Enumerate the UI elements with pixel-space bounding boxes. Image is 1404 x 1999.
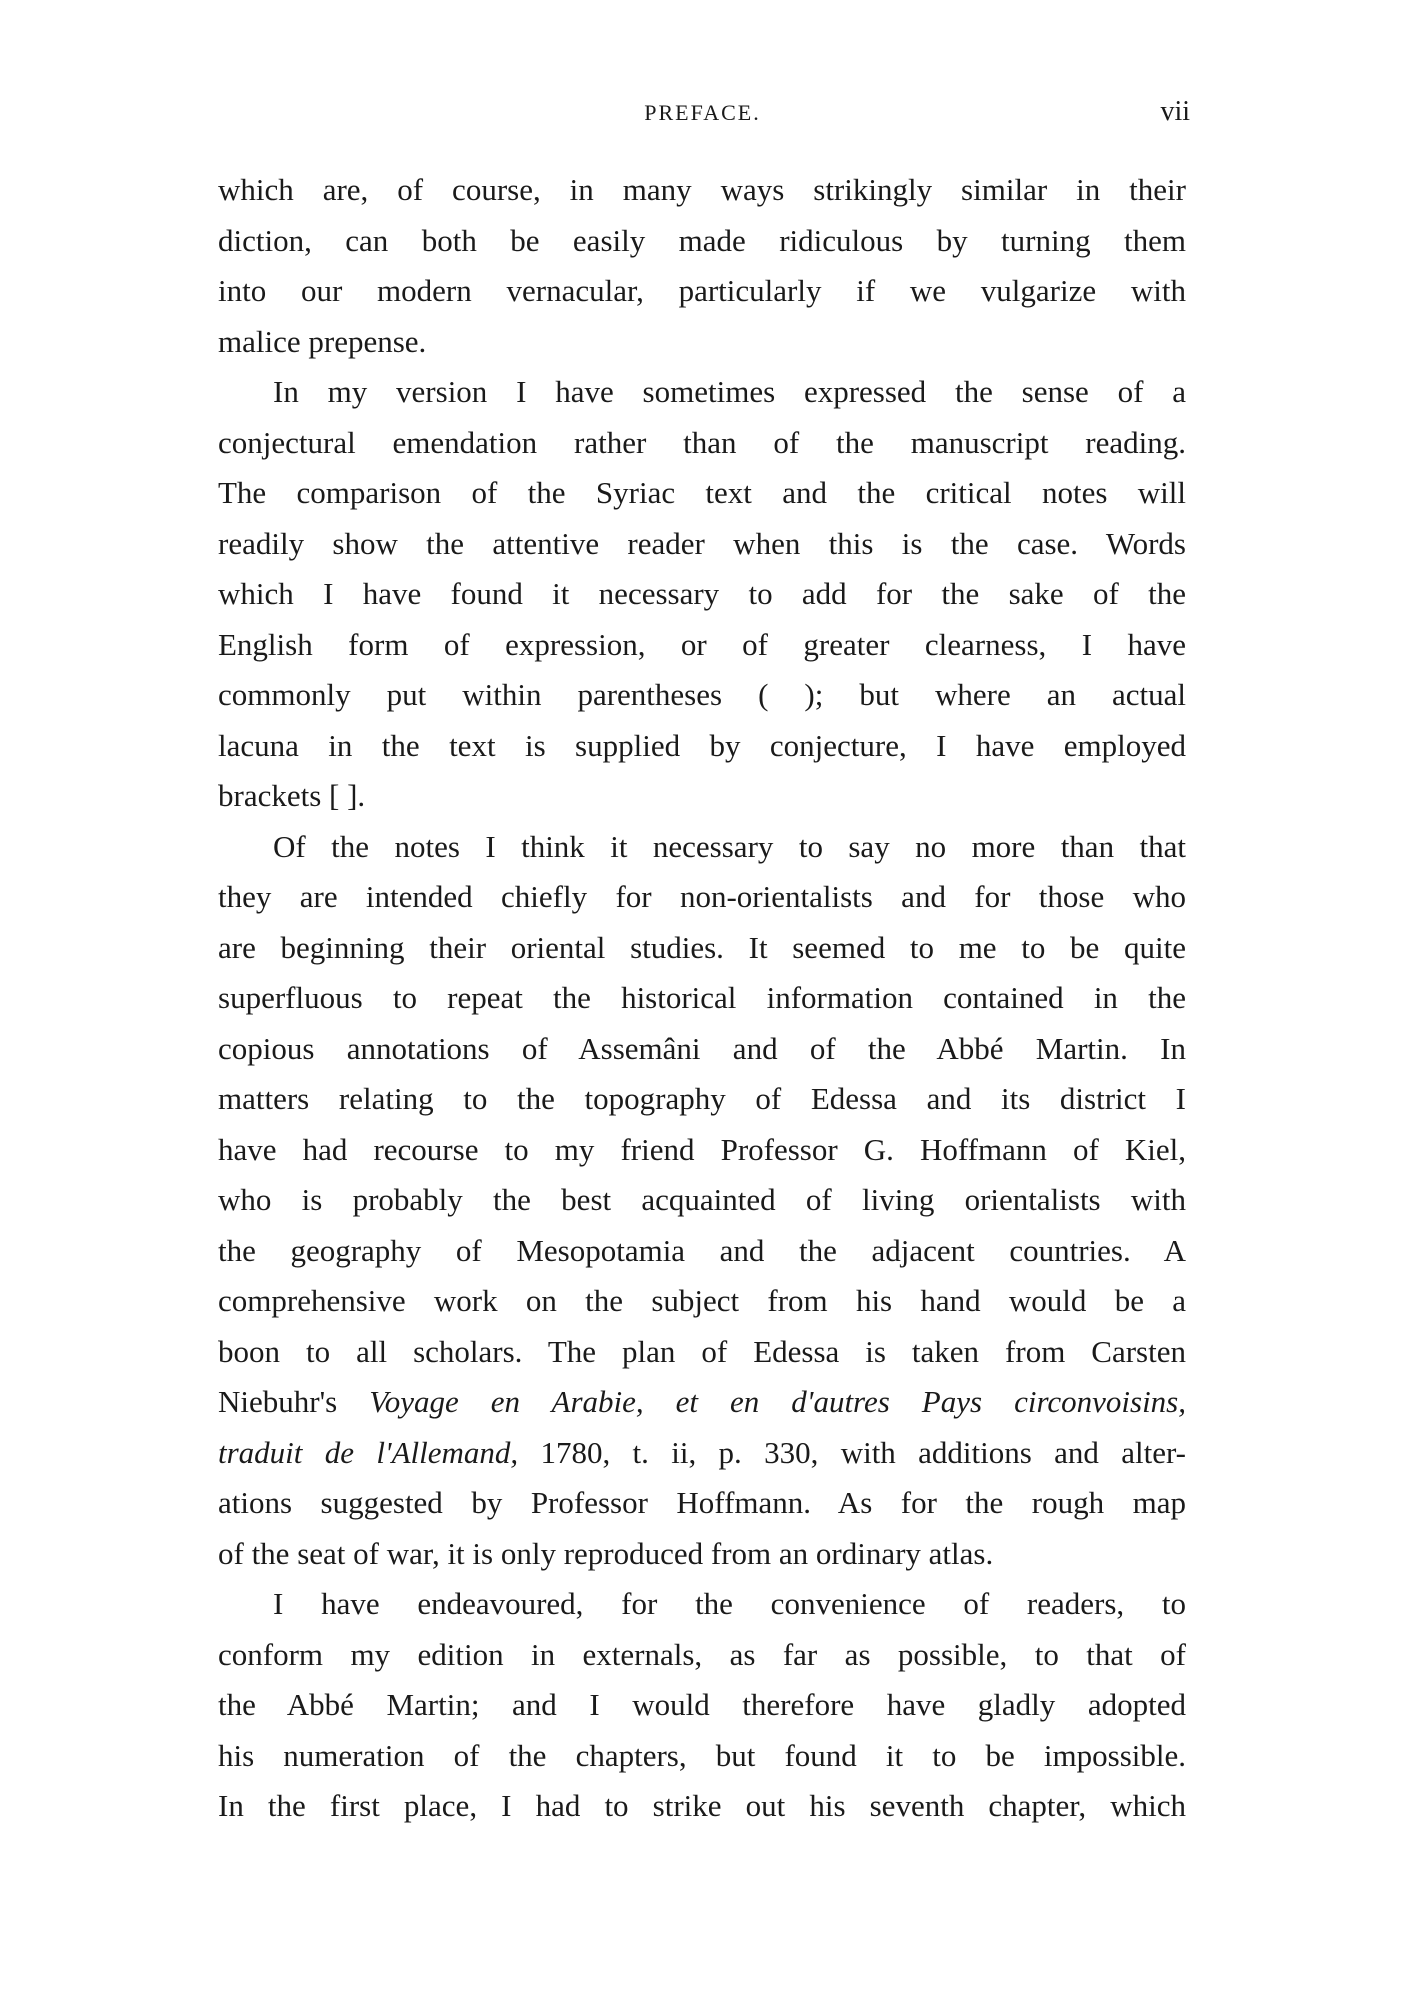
text-line: into our modern vernacular, particularly if we vulgarize with [218,273,1186,308]
paragraph-version [218,367,1186,822]
text-line: the geography of Mesopotamia and the adjacent countries. A [218,1232,1186,1268]
text-line: comprehensive work on the subject from his hand would be a [218,1283,1186,1318]
text-line: his numeration of the chapters, but found it to be impossible. [218,1737,1186,1773]
citation-title-cont: traduit de l'Allemand, [218,1434,519,1470]
text-line: they are intended chiefly for non-orientalists and for those who [218,879,1186,914]
text-line: boon to all scholars. The plan of Edessa is taken from Carsten [218,1333,1186,1369]
text-line: which are, of course, in many ways strikingly similar in their [218,172,1186,207]
running-head [215,96,1190,140]
text-line: who is probably the best acquainted of living orientalists with [218,1182,1186,1217]
text-line: Of the notes I think it necessary to say no more than that [273,828,1186,864]
text-line: copious annotations of Assemâni and of the Abbé Martin. In [218,1030,1186,1066]
text-line: of the seat of war, it is only reproduced from an ordinary atlas. [218,1535,994,1571]
running-title: PREFACE. [644,100,761,125]
text-line: conform my edition in externals, as far as possible, to that of [218,1636,1186,1672]
text-line: have had recourse to my friend Professor G. Hoffmann of Kiel, [218,1131,1186,1167]
text-line: readily show the attentive reader when this is the case. Words [218,525,1186,561]
text-line: The comparison of the Syriac text and the critical notes will [218,475,1186,510]
text-line: English form of expression, or of greater clearness, I have [218,626,1186,662]
text-line: conjectural emendation rather than of the manuscript reading. [218,424,1186,460]
text-line: superfluous to repeat the historical information contained in the [218,980,1186,1015]
paragraph-edition [218,1579,1186,1832]
text-line: the Abbé Martin; and I would therefore have gladly adopted [218,1687,1186,1722]
text-line: I have endeavoured, for the convenience of readers, to [273,1586,1186,1621]
text-line: are beginning their oriental studies. It seemed to me to be quite [218,929,1186,965]
body-text [218,165,1186,1832]
text-line: In my version I have sometimes expressed the sense of a [273,374,1186,409]
text-line-citation [218,1377,1186,1428]
paragraph-notes [218,822,1186,1580]
text-line: In the first place, I had to strike out his seventh chapter, which [218,1788,1186,1823]
text-line: matters relating to the topography of Edessa and its district I [218,1081,1186,1116]
page-number: vii [1160,96,1190,127]
text-line: diction, can both be easily made ridiculous by turning them [218,222,1186,258]
citation-prefix: Niebuhr's [218,1384,370,1419]
text-line-citation [218,1428,1186,1479]
citation-suffix: 1780, t. ii, p. 330, with additions and alter- [518,1434,1186,1470]
text-line: ations suggested by Professor Hoffmann. As for the rough map [218,1485,1186,1520]
text-line: commonly put within parentheses ( ); but where an actual [218,677,1186,712]
text-line: lacuna in the text is supplied by conjecture, I have employed [218,727,1186,763]
text-line: brackets [ ]. [218,778,366,813]
paragraph-continuation [218,165,1186,367]
text-line: which I have found it necessary to add for the sake of the [218,576,1186,611]
citation-title: Voyage en Arabie, et en d'autres Pays circonvoisins, [369,1384,1186,1419]
text-line: malice prepense. [218,323,427,359]
